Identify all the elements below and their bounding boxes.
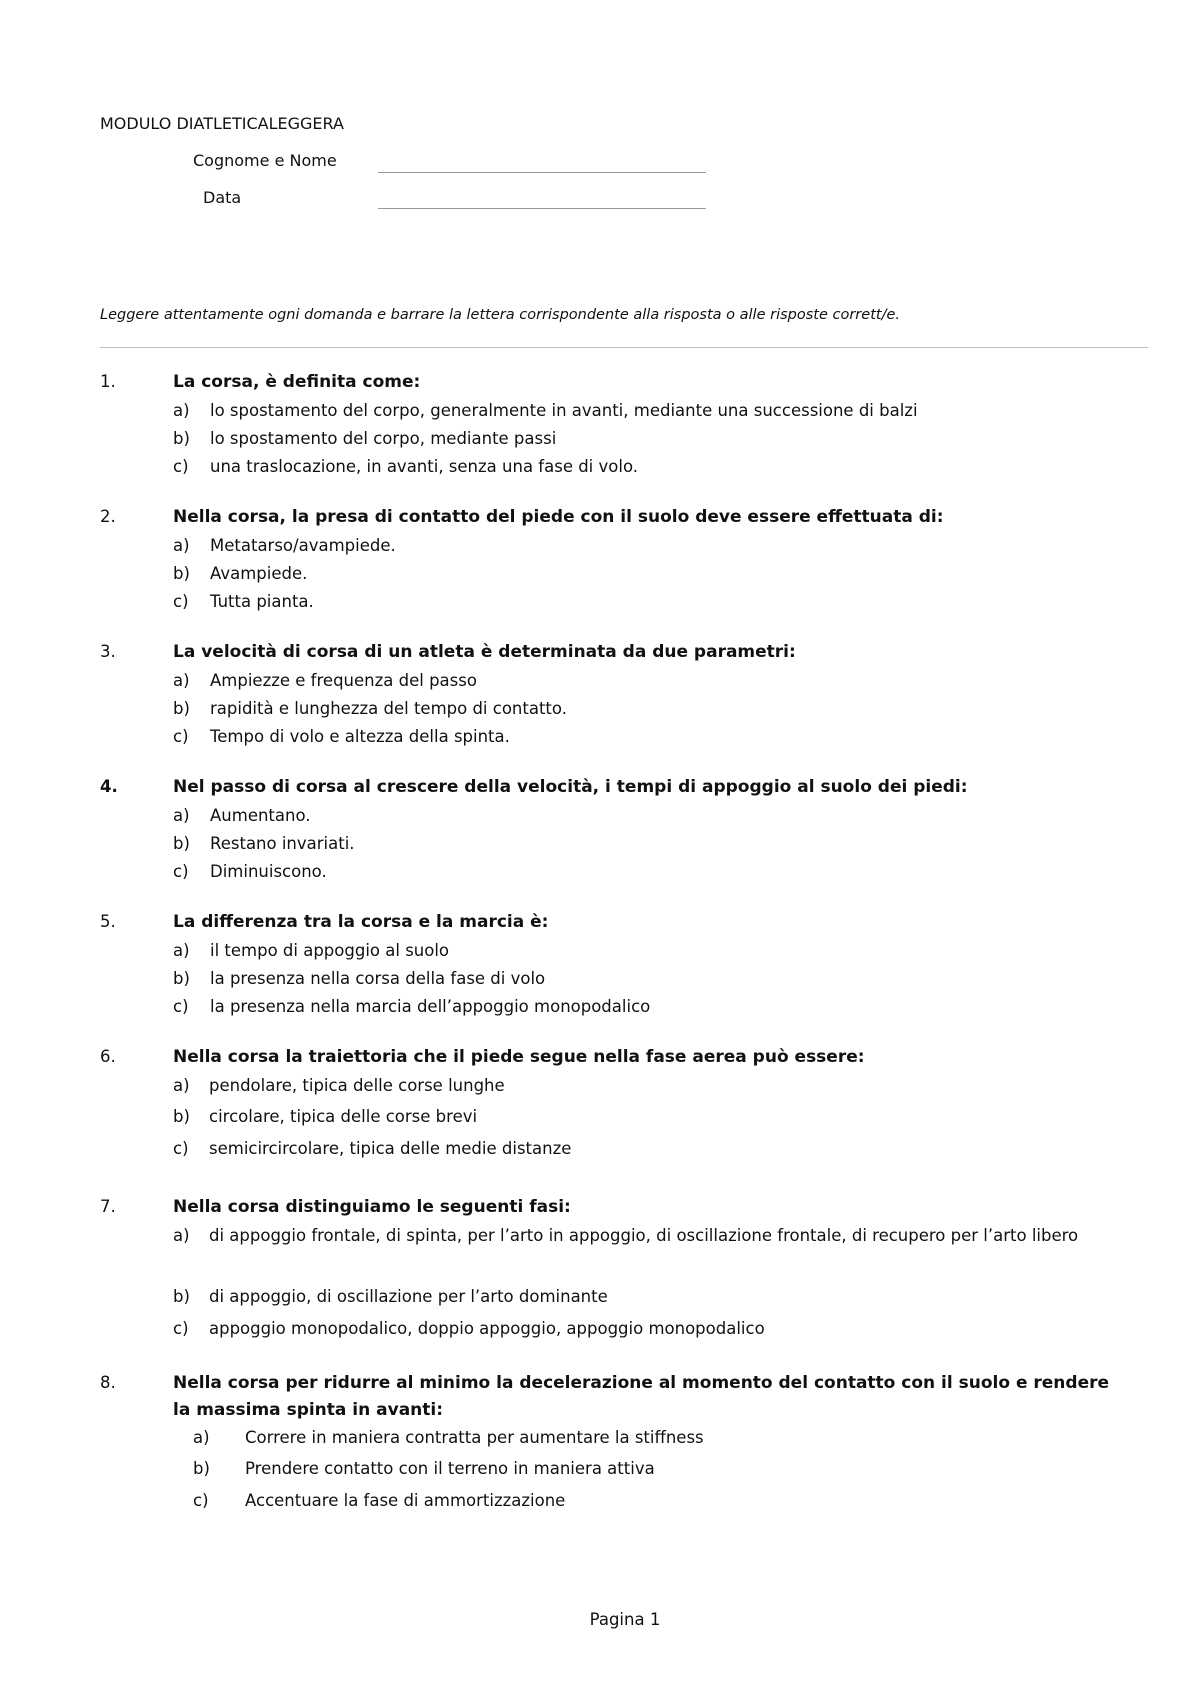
divider [100, 347, 1148, 348]
question-text: Nella corsa distinguiamo le seguenti fasi: [173, 1197, 571, 1217]
question-text: La differenza tra la corsa e la marcia è: [173, 912, 549, 932]
question-number: 8. [100, 1373, 116, 1392]
question-number: 4. [100, 777, 118, 796]
date-field-label: Data [203, 188, 242, 207]
question-number: 6. [100, 1047, 116, 1066]
name-field-label: Cognome e Nome [193, 151, 337, 170]
date-field-line[interactable] [378, 208, 706, 209]
question-text: Nella corsa, la presa di contatto del piede con il suolo deve essere effettuata di: [173, 507, 944, 527]
document-title: MODULO DIATLETICALEGGERA [100, 114, 344, 133]
question-number: 7. [100, 1197, 116, 1216]
question-text: La velocità di corsa di un atleta è determinata da due parametri: [173, 642, 796, 662]
question-text: Nella corsa la traiettoria che il piede segue nella fase aerea può essere: [173, 1047, 865, 1067]
page-number: Pagina 1 [589, 1610, 661, 1629]
instructions-text: Leggere attentamente ogni domanda e barrare la lettera corrispondente alla risposta o alle risposte corrett/e. [100, 307, 900, 323]
question-number: 5. [100, 912, 116, 931]
question-number: 3. [100, 642, 116, 661]
question-number: 1. [100, 372, 116, 391]
name-field-line[interactable] [378, 172, 706, 173]
question-number: 2. [100, 507, 116, 526]
question-text: Nel passo di corsa al crescere della velocità, i tempi di appoggio al suolo dei piedi: [173, 777, 968, 797]
question-text: Nella corsa per ridurre al minimo la decelerazione al momento del contatto con il suolo e rendere la massima spinta in avanti: [173, 1373, 1110, 1420]
question-text: La corsa, è definita come: [173, 372, 421, 392]
